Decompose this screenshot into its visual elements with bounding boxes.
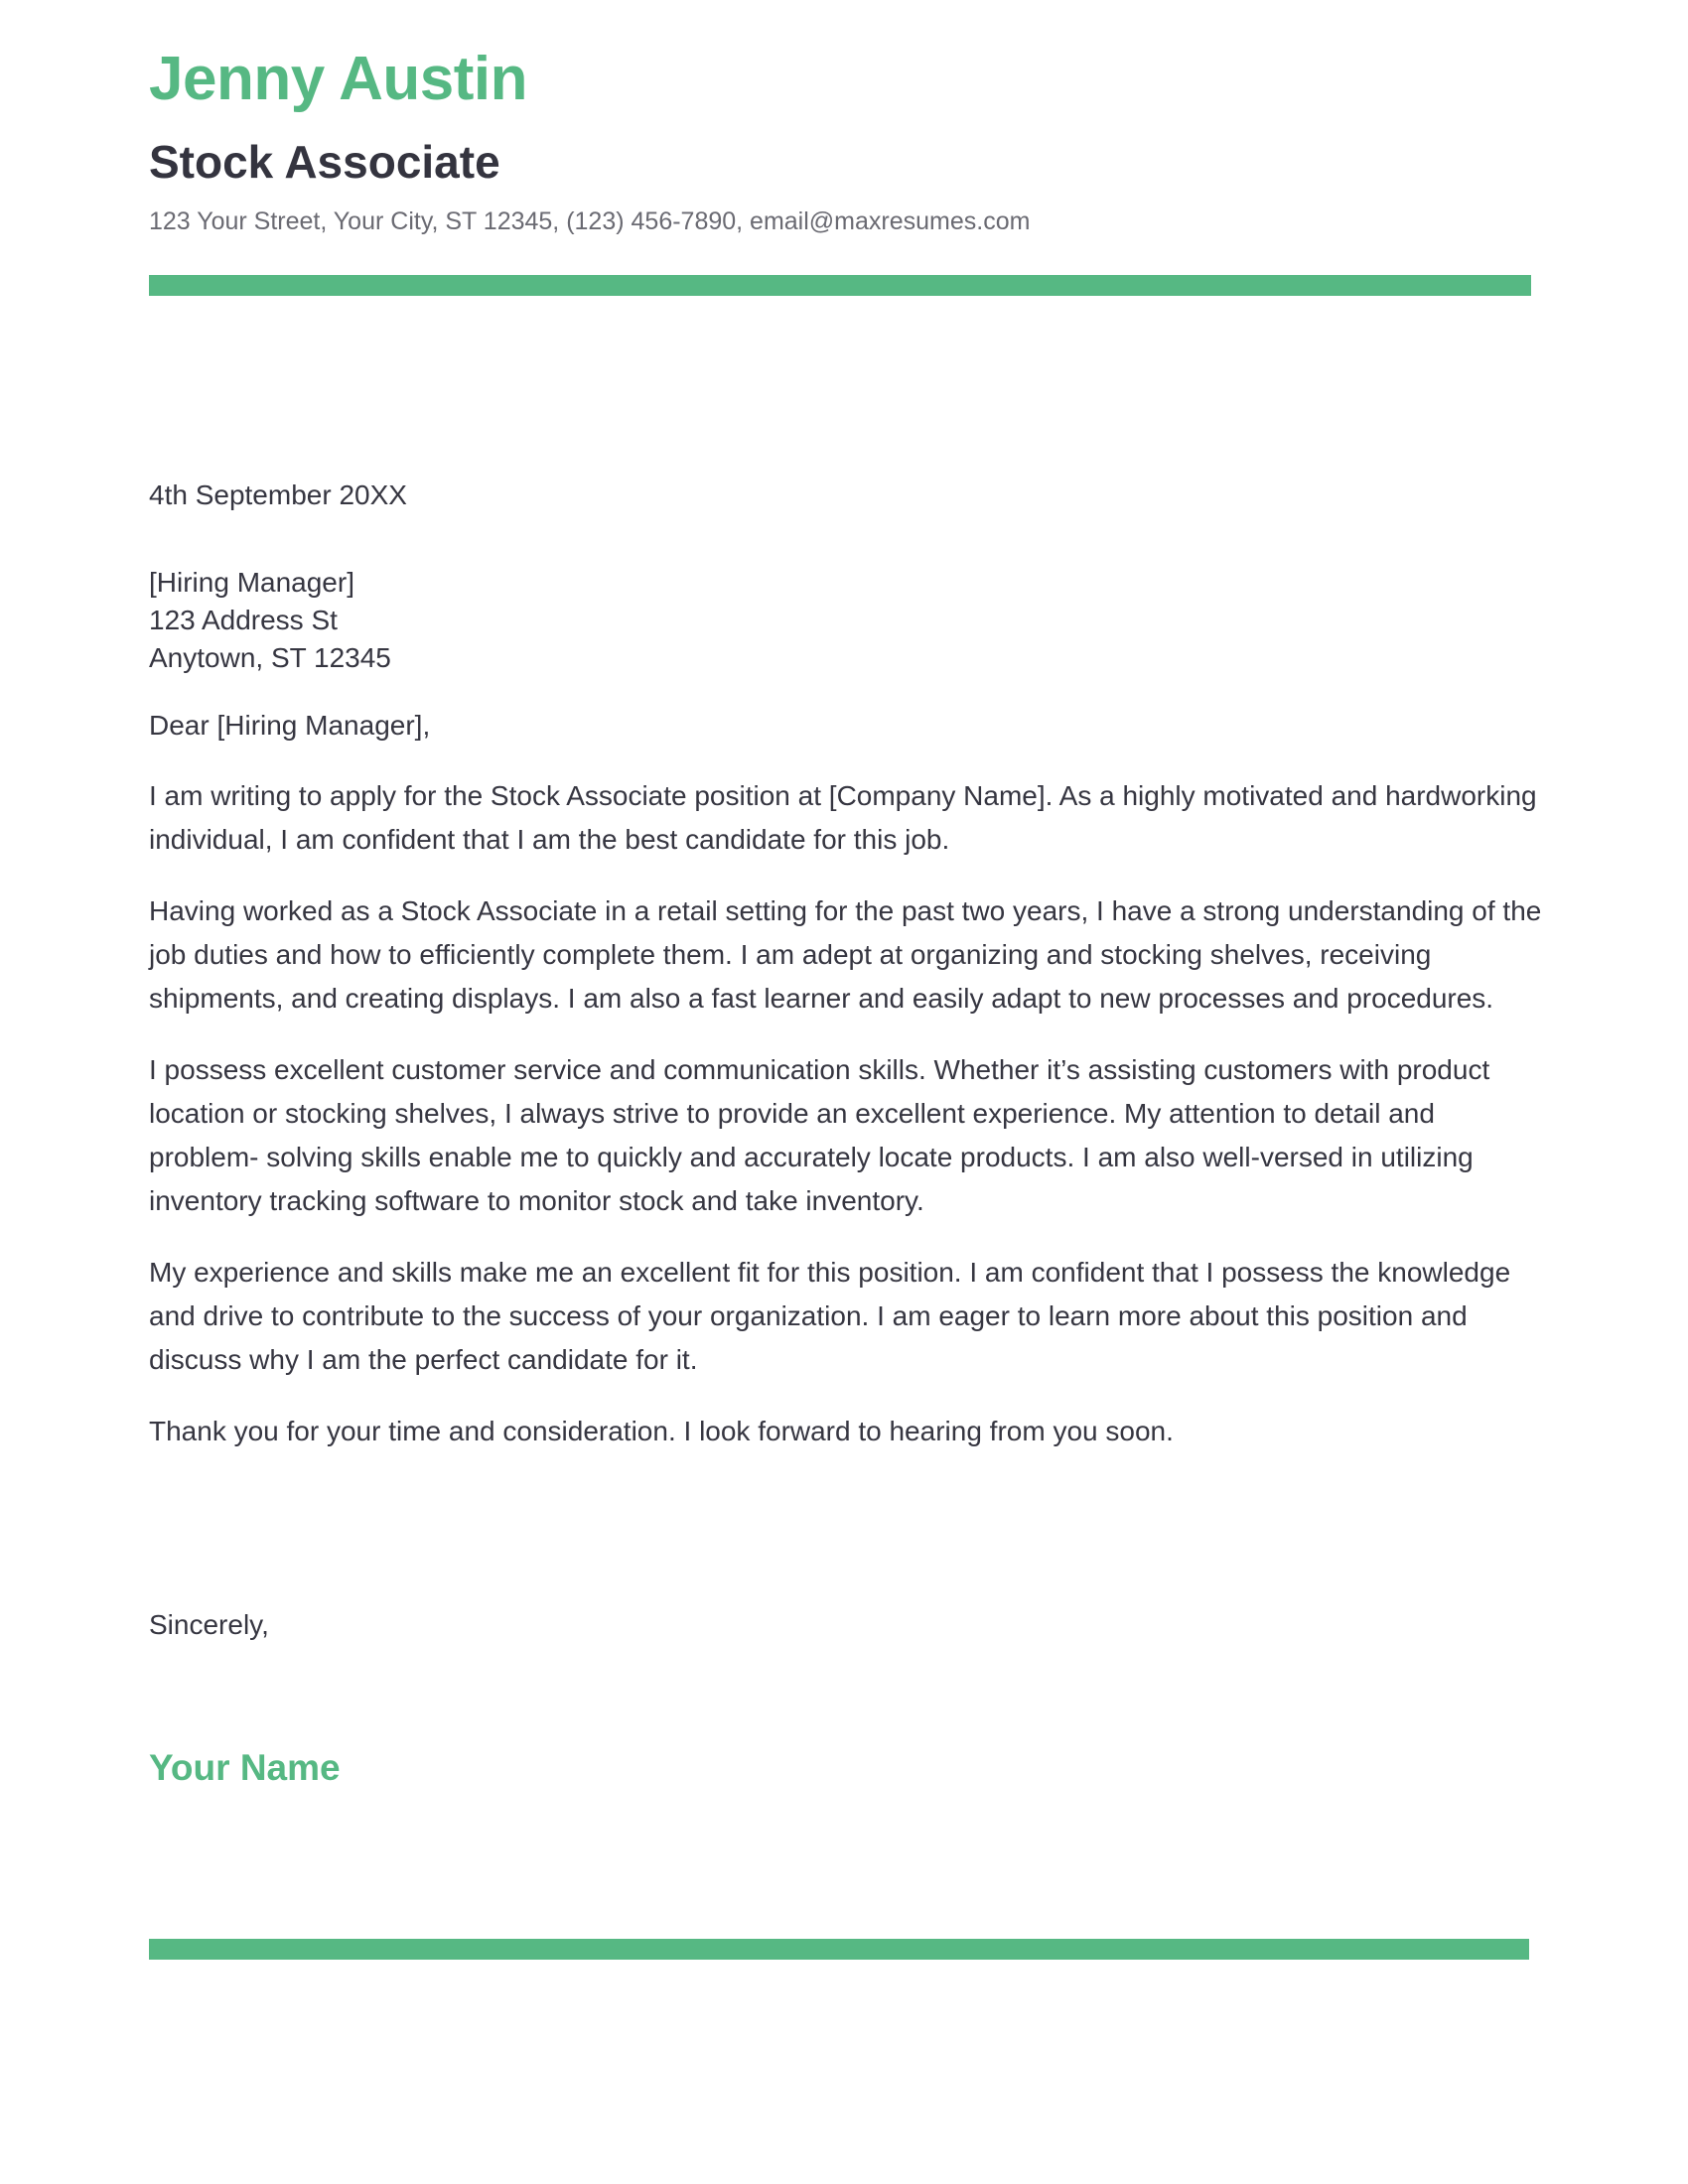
applicant-name: Jenny Austin — [149, 45, 527, 113]
letter-date: 4th September 20XX — [149, 479, 407, 510]
recipient-line: Anytown, ST 12345 — [149, 642, 391, 673]
salutation: Dear [Hiring Manager], — [149, 710, 431, 741]
paragraph: I am writing to apply for the Stock Associate position at [Company Name]. As a highly motivated and hardworking individual, I am confident that I am the best candidate for this job. — [149, 780, 1537, 855]
closing: Sincerely, — [149, 1609, 269, 1640]
recipient-address — [149, 564, 391, 677]
recipient-line: [Hiring Manager] — [149, 567, 354, 598]
signature-name: Your Name — [149, 1747, 341, 1788]
paragraph: I possess excellent customer service and communication skills. Whether it’s assisting customers with product location or stocking shelves, I always strive to provide an excellent experience. My attention to detail and problem- solving skills enable me to quickly and accurately locate products. I am also well-versed in utilizing inventory tracking software to monitor stock and take inventory. — [149, 1054, 1490, 1216]
recipient-line: 123 Address St — [149, 605, 338, 635]
letter-body — [149, 774, 1549, 1481]
paragraph: Having worked as a Stock Associate in a retail setting for the past two years, I have a strong understanding of the job duties and how to efficiently complete them. I am adept at organizing and stocking shelves, receiving shipments, and creating displays. I am also a fast learner and easily adapt to new processes and procedures. — [149, 895, 1542, 1014]
paragraph: My experience and skills make me an excellent fit for this position. I am confident that I possess the knowledge and drive to contribute to the success of your organization. I am eager to learn more about this position and discuss why I am the perfect candidate for it. — [149, 1257, 1511, 1375]
footer-divider — [149, 1939, 1529, 1960]
contact-info: 123 Your Street, Your City, ST 12345, (123) 456-7890, email@maxresumes.com — [149, 207, 1031, 235]
header-divider — [149, 275, 1531, 296]
job-title: Stock Associate — [149, 136, 500, 188]
paragraph: Thank you for your time and consideration. I look forward to hearing from you soon. — [149, 1416, 1174, 1446]
